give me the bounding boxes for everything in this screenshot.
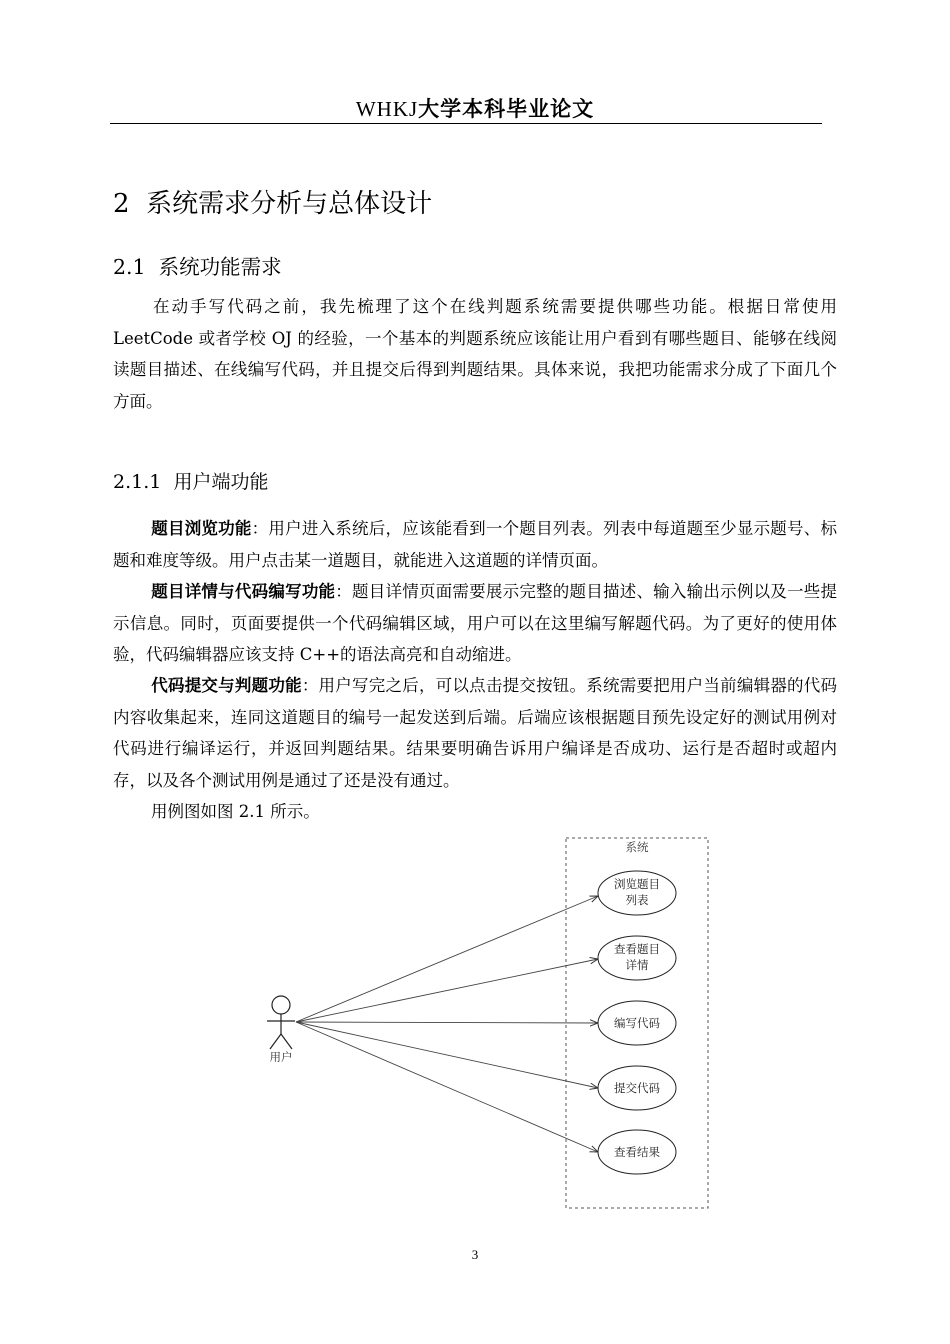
- association-write: [296, 1022, 598, 1023]
- section-title: 系统功能需求: [158, 255, 282, 279]
- subsection-number: 2.1.1: [113, 471, 162, 493]
- use-case-label: 查看结果: [614, 1145, 660, 1159]
- feature-label: 题目浏览功能: [151, 519, 252, 538]
- header-title-text: 大学本科毕业论文: [418, 96, 595, 121]
- use-case-label: 列表: [625, 893, 649, 907]
- use-case-view-detail: [598, 936, 676, 980]
- association-browse: [296, 896, 598, 1022]
- feature-label: 题目详情与代码编写功能: [151, 582, 336, 601]
- actor-user-figure: [267, 996, 295, 1049]
- use-case-label: 详情: [625, 958, 649, 972]
- use-case-label: 查看题目: [614, 942, 660, 956]
- page-number: 3: [471, 1247, 479, 1262]
- chapter-title: 系统需求分析与总体设计: [146, 189, 433, 219]
- system-label: 系统: [625, 840, 649, 854]
- chapter-number: 2: [113, 189, 130, 219]
- feature-text: ：用户进入系统后，应该能看到一个题目列表。列表中每道题至少显示题号、标题和难度等级。用户点击某一道题目，就能进入这道题的详情页面。: [113, 519, 838, 570]
- figure-reference-text: 用例图如图 2.1 所示。: [151, 802, 320, 821]
- use-case-label: 浏览题目: [614, 877, 660, 891]
- association-submit: [296, 1022, 598, 1088]
- use-case-browse-list: [598, 871, 676, 915]
- use-case-view-result: [598, 1130, 676, 1174]
- feature-label: 代码提交与判题功能: [151, 676, 302, 695]
- association-detail: [296, 959, 598, 1022]
- use-case-label: 编写代码: [614, 1016, 660, 1030]
- actor-label: 用户: [269, 1050, 293, 1064]
- subsection-title: 用户端功能: [173, 471, 269, 493]
- header-prefix: WHKJ: [355, 97, 419, 121]
- use-case-label: 提交代码: [614, 1081, 660, 1095]
- association-result: [296, 1022, 598, 1152]
- section-number: 2.1: [113, 255, 146, 279]
- feature-text: ：用户写完之后，可以点击提交按钮。系统需要把用户当前编辑器的代码内容收集起来，连同这道题目的编号一起发送到后端。后端应该根据题目预先设定好的测试用例对代码进行编译运行，并返回判题结果。结果要明确告诉用户编译是否成功、运行是否超时或超内存，以及各个测试用例是通过了还是没有通过。: [113, 676, 838, 790]
- intro-text: 在动手写代码之前，我先梳理了这个在线判题系统需要提供哪些功能。根据日常使用 LeetCode 或者学校 OJ 的经验，一个基本的判题系统应该能让用户看到有哪些题目、能够在线阅读题目描述、在线编写代码，并且提交后得到判题结果。具体来说，我把功能需求分成了下面几个方面。: [113, 297, 837, 411]
- use-case-write-code: [598, 1001, 676, 1045]
- feature-text: ：题目详情页面需要展示完整的题目描述、输入输出示例以及一些提示信息。同时，页面要提供一个代码编辑区域，用户可以在这里编写解题代码。为了更好的使用体验，代码编辑器应该支持 C++的语法高亮和自动缩进。: [113, 582, 838, 664]
- use-case-submit-code: [598, 1066, 676, 1110]
